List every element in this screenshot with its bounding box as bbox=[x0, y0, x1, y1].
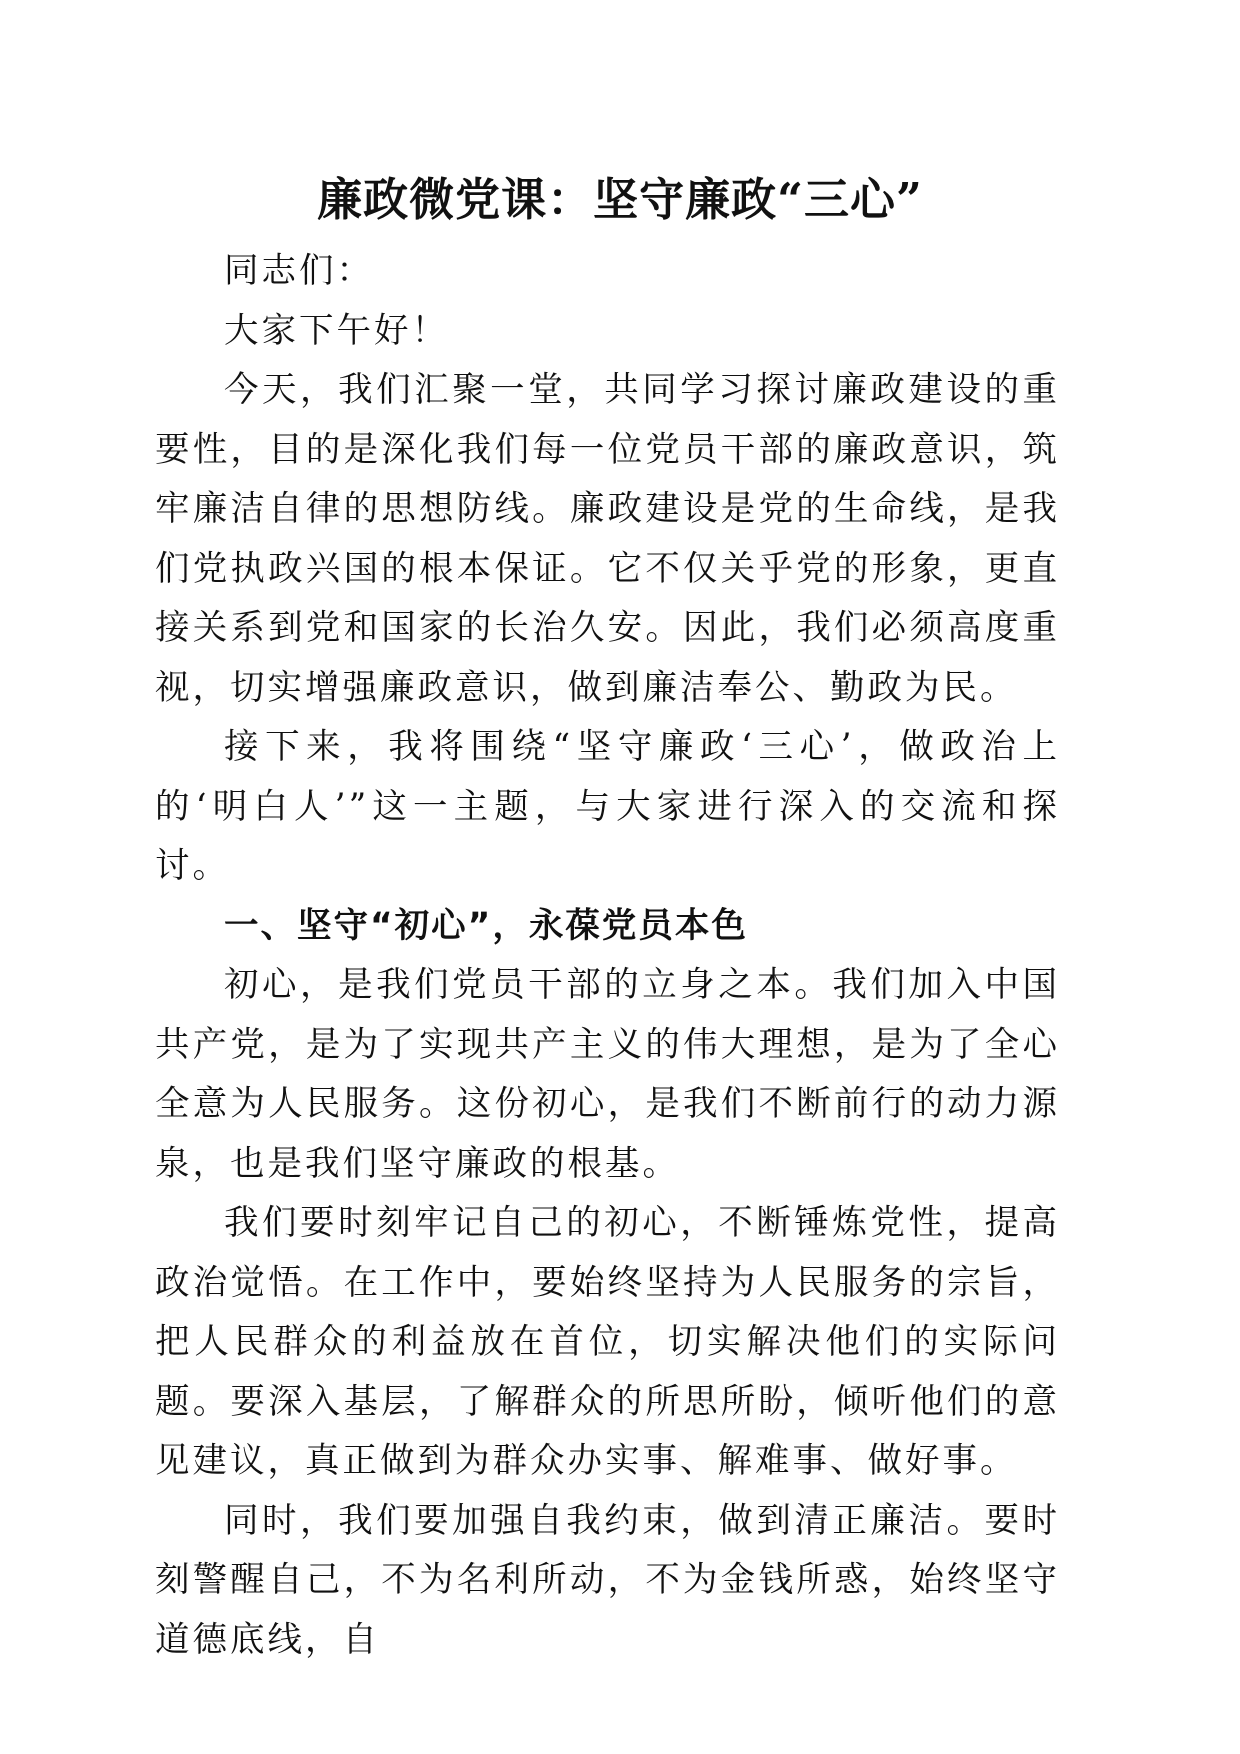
document-body bbox=[155, 242, 1060, 1670]
paragraph-intro: 今天，我们汇聚一堂，共同学习探讨廉政建设的重要性，目的是深化我们每一位党员干部的廉政意识，筑牢廉洁自律的思想防线。廉政建设是党的生命线，是我们党执政兴国的根本保证。它不仅关乎党的形象，更直接关系到党和国家的长治久安。因此，我们必须高度重视，切实增强廉政意识，做到廉洁奉公、勤政为民。 bbox=[155, 370, 1060, 708]
greeting: 大家下午好！ bbox=[224, 310, 449, 351]
paragraph-section-1-b: 我们要时刻牢记自己的初心，不断锤炼党性，提高政治觉悟。在工作中，要始终坚持为人民服务的宗旨，把人民群众的利益放在首位，切实解决他们的实际问题。要深入基层，了解群众的所思所盼，倾听他们的意见建议，真正做到为群众办实事、解难事、做好事。 bbox=[155, 1203, 1060, 1481]
document-title: 廉政微党课：坚守廉政“三心” bbox=[317, 173, 923, 226]
paragraph-section-1-c: 同时，我们要加强自我约束，做到清正廉洁。要时刻警醒自己，不为名利所动，不为金钱所惑，始终坚守道德底线，自 bbox=[155, 1500, 1060, 1660]
paragraph-topic: 接下来，我将围绕“坚守廉政‘三心’，做政治上的‘明白人’”这一主题，与大家进行深入的交流和探讨。 bbox=[155, 727, 1060, 886]
section-heading-1: 一、坚守“初心”，永葆党员本色 bbox=[224, 905, 748, 946]
paragraph-section-1-a: 初心，是我们党员干部的立身之本。我们加入中国共产党，是为了实现共产主义的伟大理想，是为了全心全意为人民服务。这份初心，是我们不断前行的动力源泉，也是我们坚守廉政的根基。 bbox=[155, 965, 1060, 1184]
salutation: 同志们： bbox=[224, 251, 374, 291]
